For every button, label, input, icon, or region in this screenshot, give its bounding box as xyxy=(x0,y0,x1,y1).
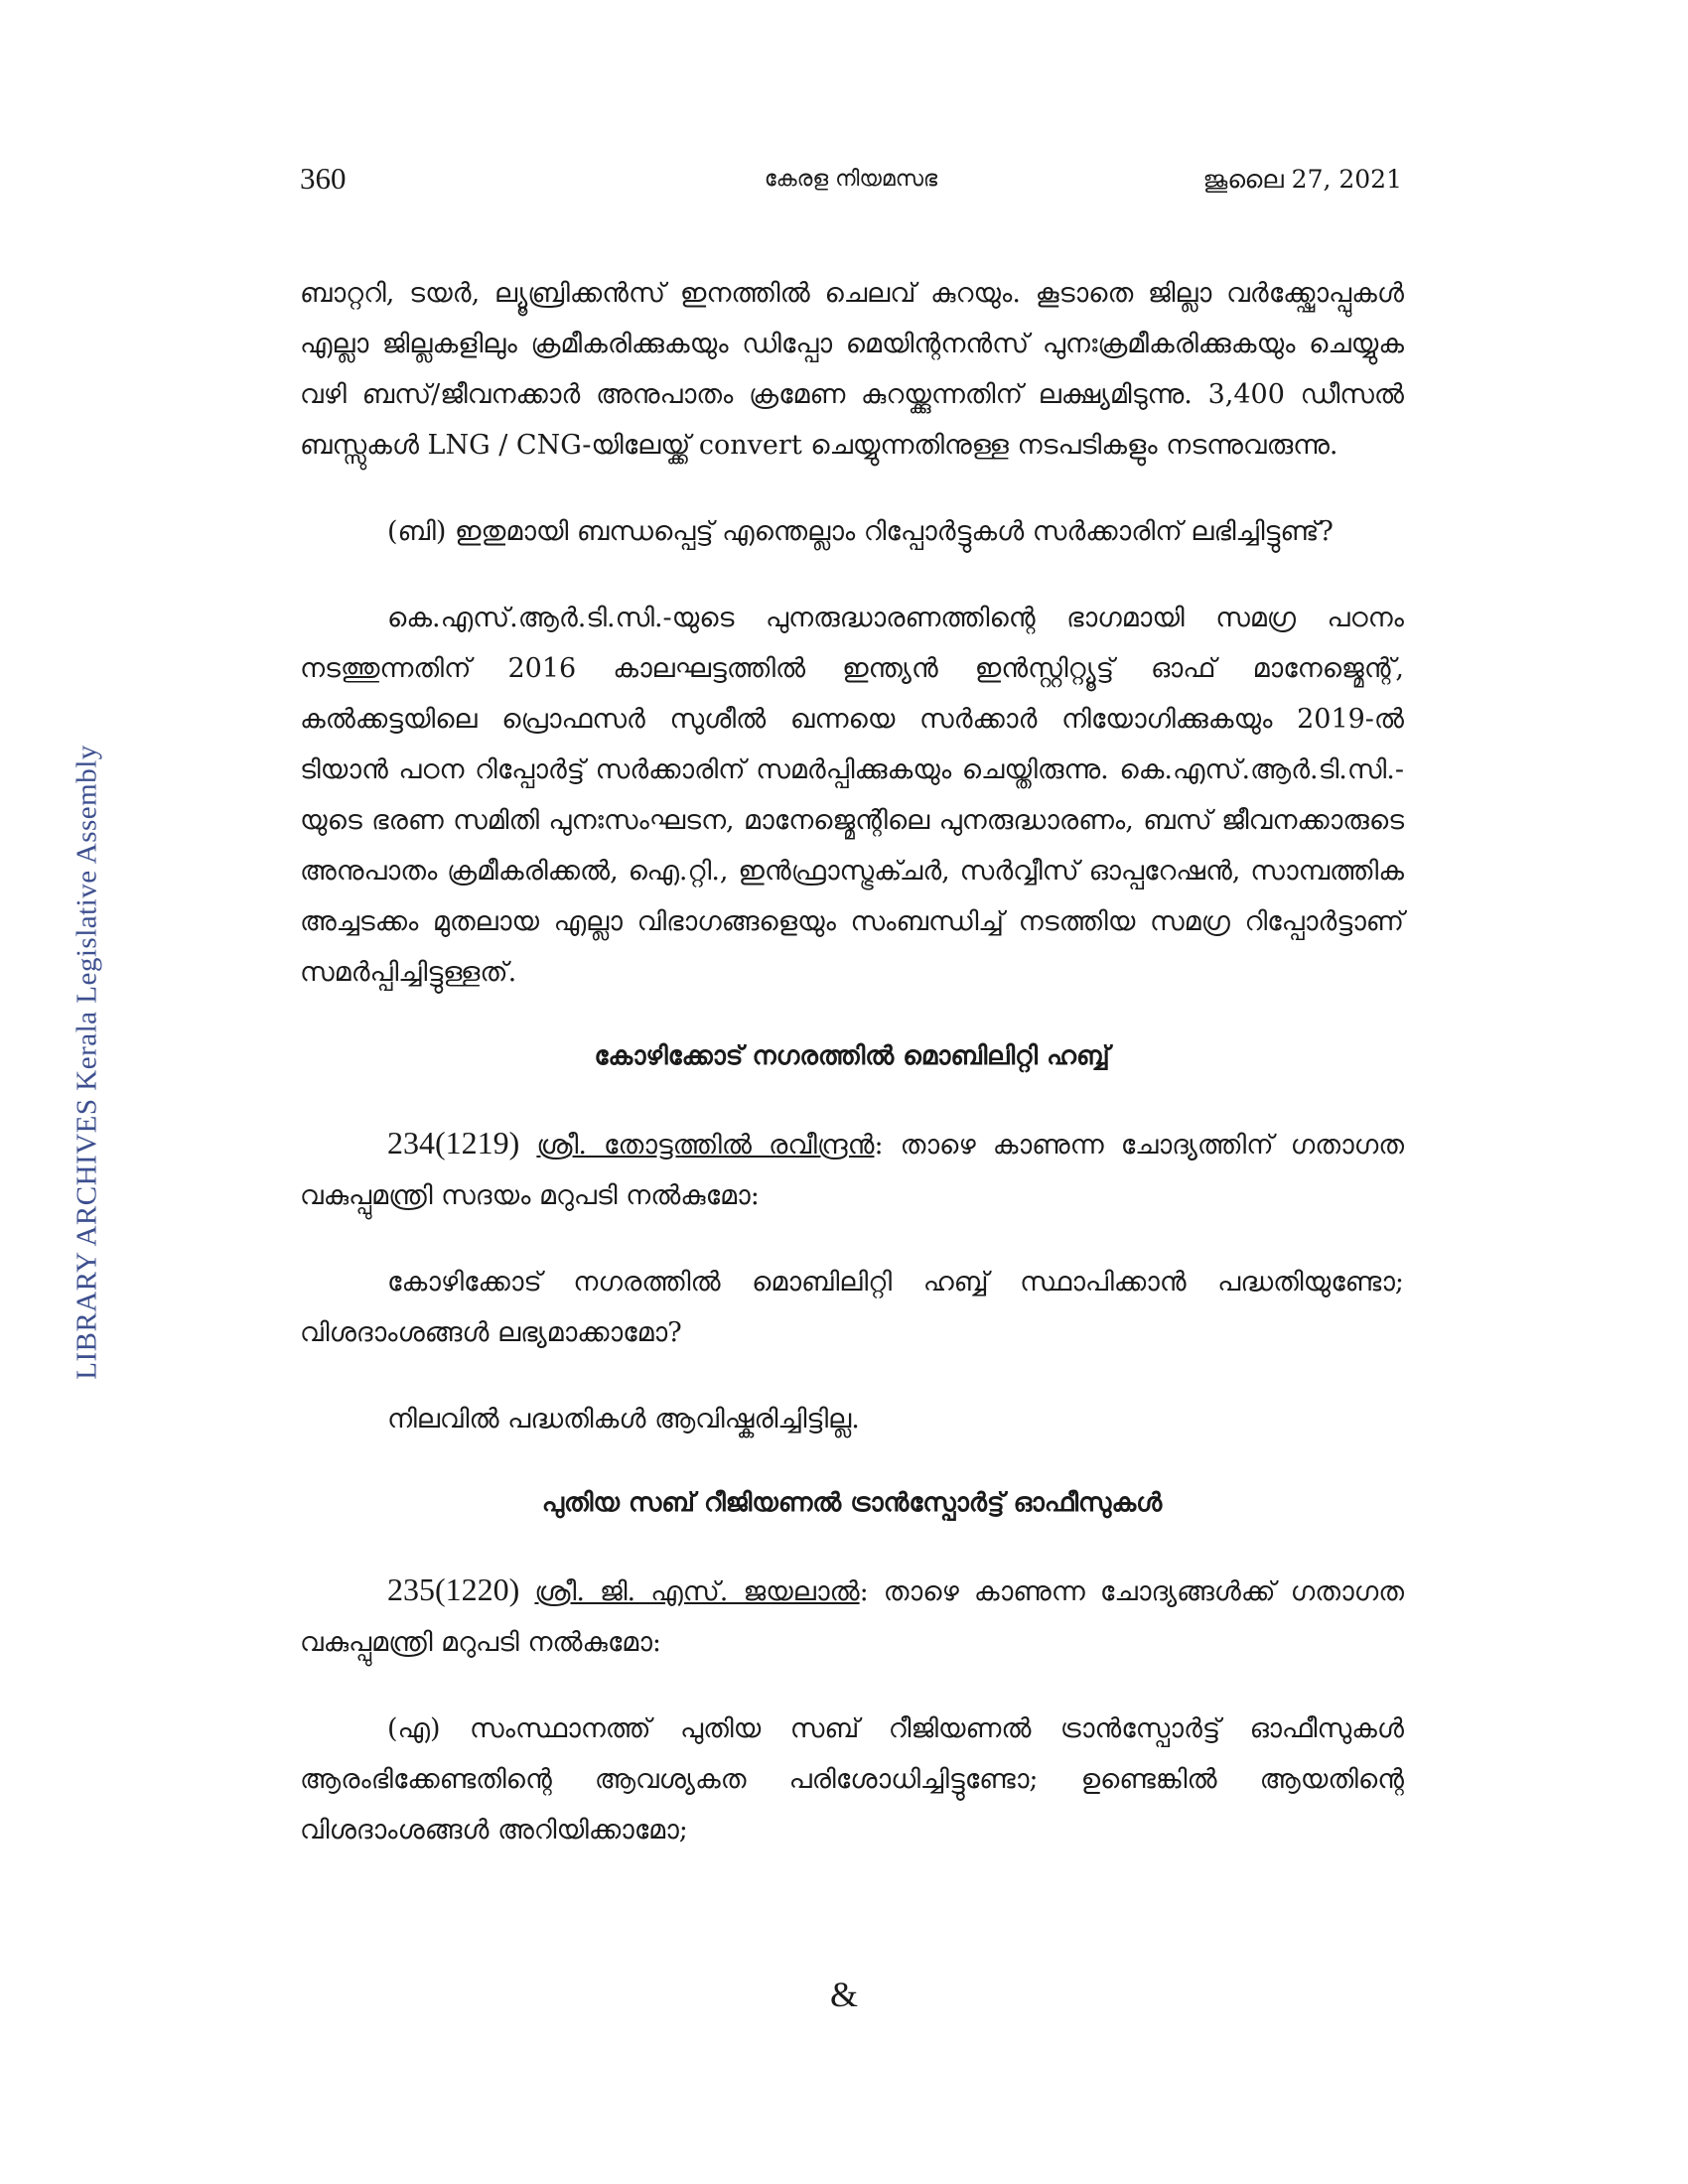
answer-234-paragraph: നിലവിൽ പദ്ധതികൾ ആവിഷ്കരിച്ചിട്ടില്ല. xyxy=(387,1404,860,1434)
page-header xyxy=(300,161,1402,205)
question-intro-text: : താഴെ കാണുന്ന ചോദ്യങ്ങൾക്ക് ഗതാഗത വകുപ്പുമന്ത്രി മറുപടി നൽകുമോ: xyxy=(300,1576,1405,1658)
answer-b-paragraph: കെ.എസ്.ആർ.ടി.സി.-യുടെ പുനരുദ്ധാരണത്തിന്റെ ഭാഗമായി സമഗ്ര പഠനം നടത്തുന്നതിന് 2016 കാലഘട്ടത്തിൽ ഇന്ത്യൻ ഇൻസ്റ്റിറ്റ്യൂട്ട് ഓഫ് മാനേജ്മെന്റ്, കൽക്കട്ടയിലെ പ്രൊഫസർ സുശീൽ ഖന്നയെ സർക്കാർ നിയോഗിക്കുകയും 2019-ൽ ടിയാൻ പഠന റിപ്പോർട്ട് സർക്കാരിന് സമർപ്പിക്കുകയും ചെയ്തിരുന്നു. കെ.എസ്.ആർ.ടി.സി.-യുടെ ഭരണ സമിതി പുനഃസംഘടന, മാനേജ്മെന്റിലെ പുനരുദ്ധാരണം, ബസ് ജീവനക്കാരുടെ അനുപാതം ക്രമീകരിക്കൽ, ഐ.റ്റി., ഇൻഫ്രാസ്ട്രക്ചർ, സർവ്വീസ് ഓപ്പറേഷൻ, സാമ്പത്തിക അച്ചടക്കം മുതലായ എല്ലാ വിഭാഗങ്ങളെയും സംബന്ധിച്ച് നടത്തിയ സമഗ്ര റിപ്പോർട്ടാണ് സമർപ്പിച്ചിട്ടുള്ളത്. xyxy=(300,603,1404,988)
header-date: ജൂലൈ 27, 2021 xyxy=(1202,165,1402,194)
page-number: 360 xyxy=(300,161,347,196)
archive-watermark: LIBRARY ARCHIVES Kerala Legislative Assembly xyxy=(70,745,103,1380)
member-name: ശ്രീ. ജി. എസ്. ജയലാൽ xyxy=(534,1576,860,1607)
question-intro-text: : താഴെ കാണുന്ന ചോദ്യത്തിന് ഗതാഗത വകുപ്പുമന്ത്രി സദയം മറുപടി നൽകുമോ: xyxy=(300,1130,1404,1211)
section-heading-transport-offices: പുതിയ സബ് റീജിയണൽ ട്രാൻസ്പോർട്ട് ഓഫീസുകൾ xyxy=(541,1488,1163,1518)
question-235-paragraph xyxy=(300,1565,1404,1668)
answer-continuation-paragraph: ബാറ്ററി, ടയർ, ല്യൂബ്രിക്കൻസ് ഇനത്തിൽ ചെലവ് കുറയും. കൂടാതെ ജില്ലാ വർക്ക്ഷോപ്പുകൾ എല്ലാ ജില്ലകളിലും ക്രമീകരിക്കുകയും ഡിപ്പോ മെയിന്റനൻസ് പുനഃക്രമീകരിക്കുകയും ചെയ്യുക വഴി ബസ്/ജീവനക്കാർ അനുപാതം ക്രമേണ കുറയ്ക്കുന്നതിന് ലക്ഷ്യമിടുന്നു. 3,400 ഡീസൽ ബസ്സുകൾ LNG / CNG-യിലേയ്ക്ക് convert ചെയ്യുന്നതിനുള്ള നടപടികളും നടന്നുവരുന്നു. xyxy=(300,278,1404,461)
question-number: 235(1220) xyxy=(387,1571,520,1607)
question-235-a-paragraph: (എ) സംസ്ഥാനത്ത് പുതിയ സബ് റീജിയണൽ ട്രാൻസ്പോർട്ട് ഓഫീസുകൾ ആരംഭിക്കേണ്ടതിന്റെ ആവശ്യകത പരിശോധിച്ചിട്ടുണ്ടോ; ഉണ്ടെങ്കിൽ ആയതിന്റെ വിശദാംശങ്ങൾ അറിയിക്കാമോ; xyxy=(300,1713,1404,1845)
section-heading-mobility-hub: കോഴിക്കോട് നഗരത്തിൽ മൊബിലിറ്റി ഹബ്ബ് xyxy=(594,1041,1110,1071)
continuation-mark: & xyxy=(829,1975,858,2014)
question-234-body: കോഴിക്കോട് നഗരത്തിൽ മൊബിലിറ്റി ഹബ്ബ് സ്ഥാപിക്കാൻ പദ്ധതിയുണ്ടോ; വിശദാംശങ്ങൾ ലഭ്യമാക്കാമോ? xyxy=(300,1267,1404,1348)
question-234-paragraph xyxy=(300,1118,1404,1221)
member-name: ശ്രീ. തോട്ടത്തിൽ രവീന്ദ്രൻ xyxy=(536,1130,875,1160)
question-number: 234(1219) xyxy=(387,1125,520,1160)
running-title: കേരള നിയമസഭ xyxy=(764,167,938,192)
question-b-paragraph: (ബി) ഇതുമായി ബന്ധപ്പെട്ട് എന്തെല്ലാം റിപ്പോർട്ടുകൾ സർക്കാരിന് ലഭിച്ചിട്ടുണ്ട്? xyxy=(387,516,1334,547)
document-body xyxy=(300,268,1404,1855)
